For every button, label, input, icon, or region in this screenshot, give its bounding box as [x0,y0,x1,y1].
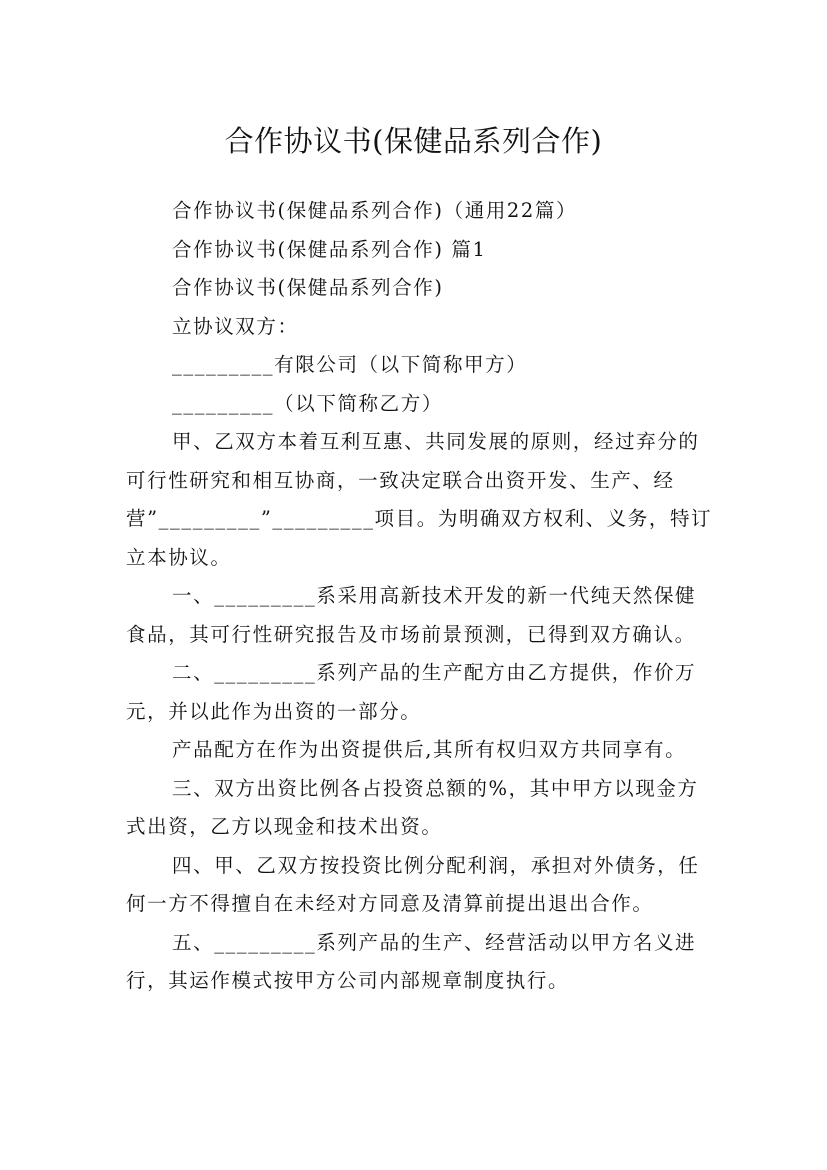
paragraph-parties: 立协议双方： [172,314,299,338]
paragraph-party-a: _________有限公司（以下简称甲方） [172,353,528,376]
paragraph-clause-3: 三、双方出资比例各占投资总额的%，其中甲方以现金方式出资，乙方以现金和技术出资。 [126,776,699,838]
paragraph-preamble: 甲、乙双方本着互利互惠、共同发展的原则，经过弃分的可行性研究和相互协商，一致决定联合出资开发、生产、经营”_________”_________项目。为明确双方权利、义务，特订立本协议。 [126,430,713,569]
paragraph-heading-title: 合作协议书(保健品系列合作) [172,276,444,299]
paragraph-party-b: _________（以下简称乙方） [172,391,443,415]
document-body [126,192,716,1001]
document-title: 合作协议书(保健品系列合作) [224,124,603,159]
paragraph-clause-5: 五、_________系列产品的生产、经营活动以甲方名义进行，其运作模式按甲方公司内部规章制度执行。 [126,930,697,992]
paragraph-clause-2: 二、_________系列产品的生产配方由乙方提供，作价万元，并以此作为出资的一部分。 [126,661,697,723]
paragraph-clause-2-note: 产品配方在作为出资提供后,其所有权归双方共同享有。 [172,738,687,761]
paragraph-clause-4: 四、甲、乙双方按投资比例分配利润，承担对外债务，任何一方不得擅自在未经对方同意及清算前提出退出合作。 [126,853,700,915]
paragraph-heading-collection: 合作协议书(保健品系列合作)（通用22篇） [172,199,578,222]
paragraph-clause-1: 一、_________系采用高新技术开发的新一代纯天然保健食品，其可行性研究报告及市场前景预测，已得到双方确认。 [126,584,697,646]
paragraph-heading-article: 合作协议书(保健品系列合作) 篇1 [172,237,487,261]
